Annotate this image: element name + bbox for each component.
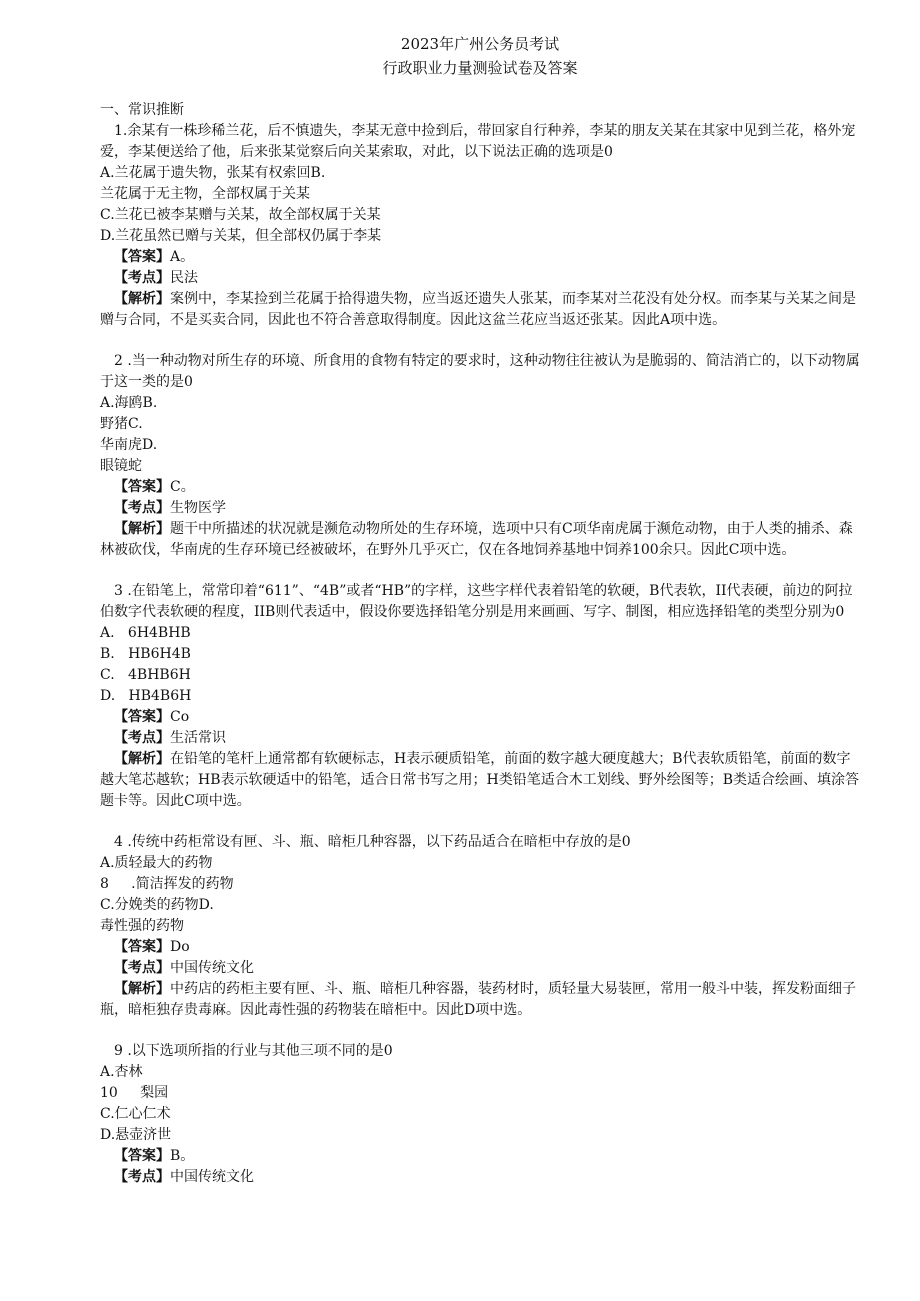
section-title: 一、常识推断 (100, 102, 184, 118)
analysis-label: 【解析】 (114, 981, 170, 997)
option-line: A.海鸥B. (100, 395, 158, 411)
point-row (100, 268, 860, 289)
option-line: B. HB6H4B (100, 646, 191, 662)
answer-value: A。 (170, 249, 195, 265)
option-line: 毒性强的药物 (100, 918, 184, 934)
answer-label: 【答案】 (114, 249, 170, 265)
answer-row (100, 1146, 860, 1167)
question-4 (100, 832, 860, 1021)
question-2 (100, 351, 860, 561)
answer-label: 【答案】 (114, 479, 170, 495)
point-label: 【考点】 (114, 500, 170, 516)
document-page (100, 32, 860, 1208)
analysis-row (100, 289, 860, 331)
point-value: 中国传统文化 (170, 1169, 254, 1185)
option-line: A. 6H4BHB (100, 625, 191, 641)
option-line: D.悬壶济世 (100, 1127, 172, 1143)
option-line: D. HB4B6H (100, 688, 192, 704)
option-line: 华南虎D. (100, 437, 158, 453)
answer-value: Co (170, 709, 190, 725)
answer-label: 【答案】 (114, 1148, 170, 1164)
analysis-text: 题干中所描述的状况就是濒危动物所处的生存环境，选项中只有C项华南虎属于濒危动物，由于人类的捕杀、森林被砍伐，华南虎的生存环境已经被破坏，在野外几乎灭亡，仅在各地饲养基地中饲养100余只。因此C项中选。 (100, 521, 853, 558)
point-row (100, 728, 860, 749)
analysis-text: 在铅笔的笔杆上通常都有软硬标志，H表示硬质铅笔，前面的数字越大硬度越大；B代表软质铅笔，前面的数字越大笔芯越软；HB表示软硬适中的铅笔，适合日常书写之用；H类铅笔适合木工划线、野外绘图等；B类适合绘画、填涂答题卡等。因此C项中选。 (100, 751, 859, 809)
analysis-label: 【解析】 (114, 291, 170, 307)
option-line: C.仁心仁术 (100, 1106, 171, 1122)
option-line: 野猪C. (100, 416, 143, 432)
option-line: 眼镜蛇 (100, 458, 142, 474)
option-line: A.兰花属于遗失物，张某有权索回B. (100, 165, 326, 181)
option-line: A.质轻最大的药物 (100, 855, 213, 871)
analysis-label: 【解析】 (114, 751, 170, 767)
point-row (100, 1167, 860, 1188)
answer-row (100, 247, 860, 268)
question-text: 4 .传统中药柜常设有匣、斗、瓶、暗柜几种容器，以下药品适合在暗柜中存放的是0 (114, 834, 631, 850)
analysis-text: 案例中，李某捡到兰花属于拾得遗失物，应当返还遗失人张某，而李某对兰花没有处分权。而李某与关某之间是赠与合同，不是买卖合同，因此也不符合善意取得制度。因此这盆兰花应当返还张某。因此A项中选。 (100, 291, 856, 328)
answer-value: Do (170, 939, 190, 955)
point-label: 【考点】 (114, 1169, 170, 1185)
question-1 (100, 121, 860, 331)
analysis-row (100, 979, 860, 1021)
answer-value: C。 (170, 479, 195, 495)
option-line: D.兰花虽然已赠与关某，但全部权仍属于李某 (100, 228, 382, 244)
point-row (100, 958, 860, 979)
point-value: 民法 (170, 270, 198, 286)
option-line: C.分娩类的药物D. (100, 897, 214, 913)
question-text: 2 .当一种动物对所生存的环境、所食用的食物有特定的要求时，这种动物往往被认为是脆弱的、简洁消亡的，以下动物属于这一类的是0 (100, 353, 860, 390)
answer-row (100, 937, 860, 958)
option-line: C.兰花已被李某赠与关某，故全部权属于关某 (100, 207, 381, 223)
option-line: A.杏林 (100, 1064, 143, 1080)
point-label: 【考点】 (114, 270, 170, 286)
analysis-label: 【解析】 (114, 521, 170, 537)
analysis-row (100, 519, 860, 561)
point-label: 【考点】 (114, 960, 170, 976)
answer-row (100, 477, 860, 498)
point-value: 生活常识 (170, 730, 226, 746)
question-text: 3 .在铅笔上，常常印着“611”、“4B”或者“HB”的字样，这些字样代表着铅笔的软硬，B代表软，II代表硬，前边的阿拉伯数字代表软硬的程度，IIB则代表适中，假设你要选择铅笔分别是用来画画、写字、制图，相应选择铅笔的类型分别为0 (100, 583, 853, 620)
answer-row (100, 707, 860, 728)
question-3 (100, 581, 860, 812)
answer-value: B。 (170, 1148, 195, 1164)
point-value: 中国传统文化 (170, 960, 254, 976)
document-title-line-2: 行政职业力量测验试卷及答案 (382, 59, 578, 77)
option-line: C. 4BHB6H (100, 667, 191, 683)
document-title-line-1: 2023年广州公务员考试 (400, 35, 560, 53)
question-5 (100, 1041, 860, 1188)
option-line: 兰花属于无主物，全部权属于关某 (100, 186, 310, 202)
question-text: 1.余某有一株珍稀兰花，后不慎遗失，李某无意中捡到后，带回家自行种养，李某的朋友关某在其家中见到兰花，格外宠爱，李某便送给了他，后来张某觉察后向关某索取，对此，以下说法正确的选项是0 (100, 123, 856, 160)
answer-label: 【答案】 (114, 709, 170, 725)
option-line: 10 梨园 (100, 1085, 169, 1101)
point-value: 生物医学 (170, 500, 226, 516)
analysis-row (100, 749, 860, 812)
option-line: 8 .简洁挥发的药物 (100, 876, 234, 892)
question-text: 9 .以下选项所指的行业与其他三项不同的是0 (114, 1043, 393, 1059)
point-label: 【考点】 (114, 730, 170, 746)
answer-label: 【答案】 (114, 939, 170, 955)
point-row (100, 498, 860, 519)
analysis-text: 中药店的药柜主要有匣、斗、瓶、暗柜几种容器，装药材时，质轻量大易装匣，常用一般斗中装，挥发粉面细子瓶，暗柜独存贵毒麻。因此毒性强的药物装在暗柜中。因此D项中选。 (100, 981, 856, 1018)
